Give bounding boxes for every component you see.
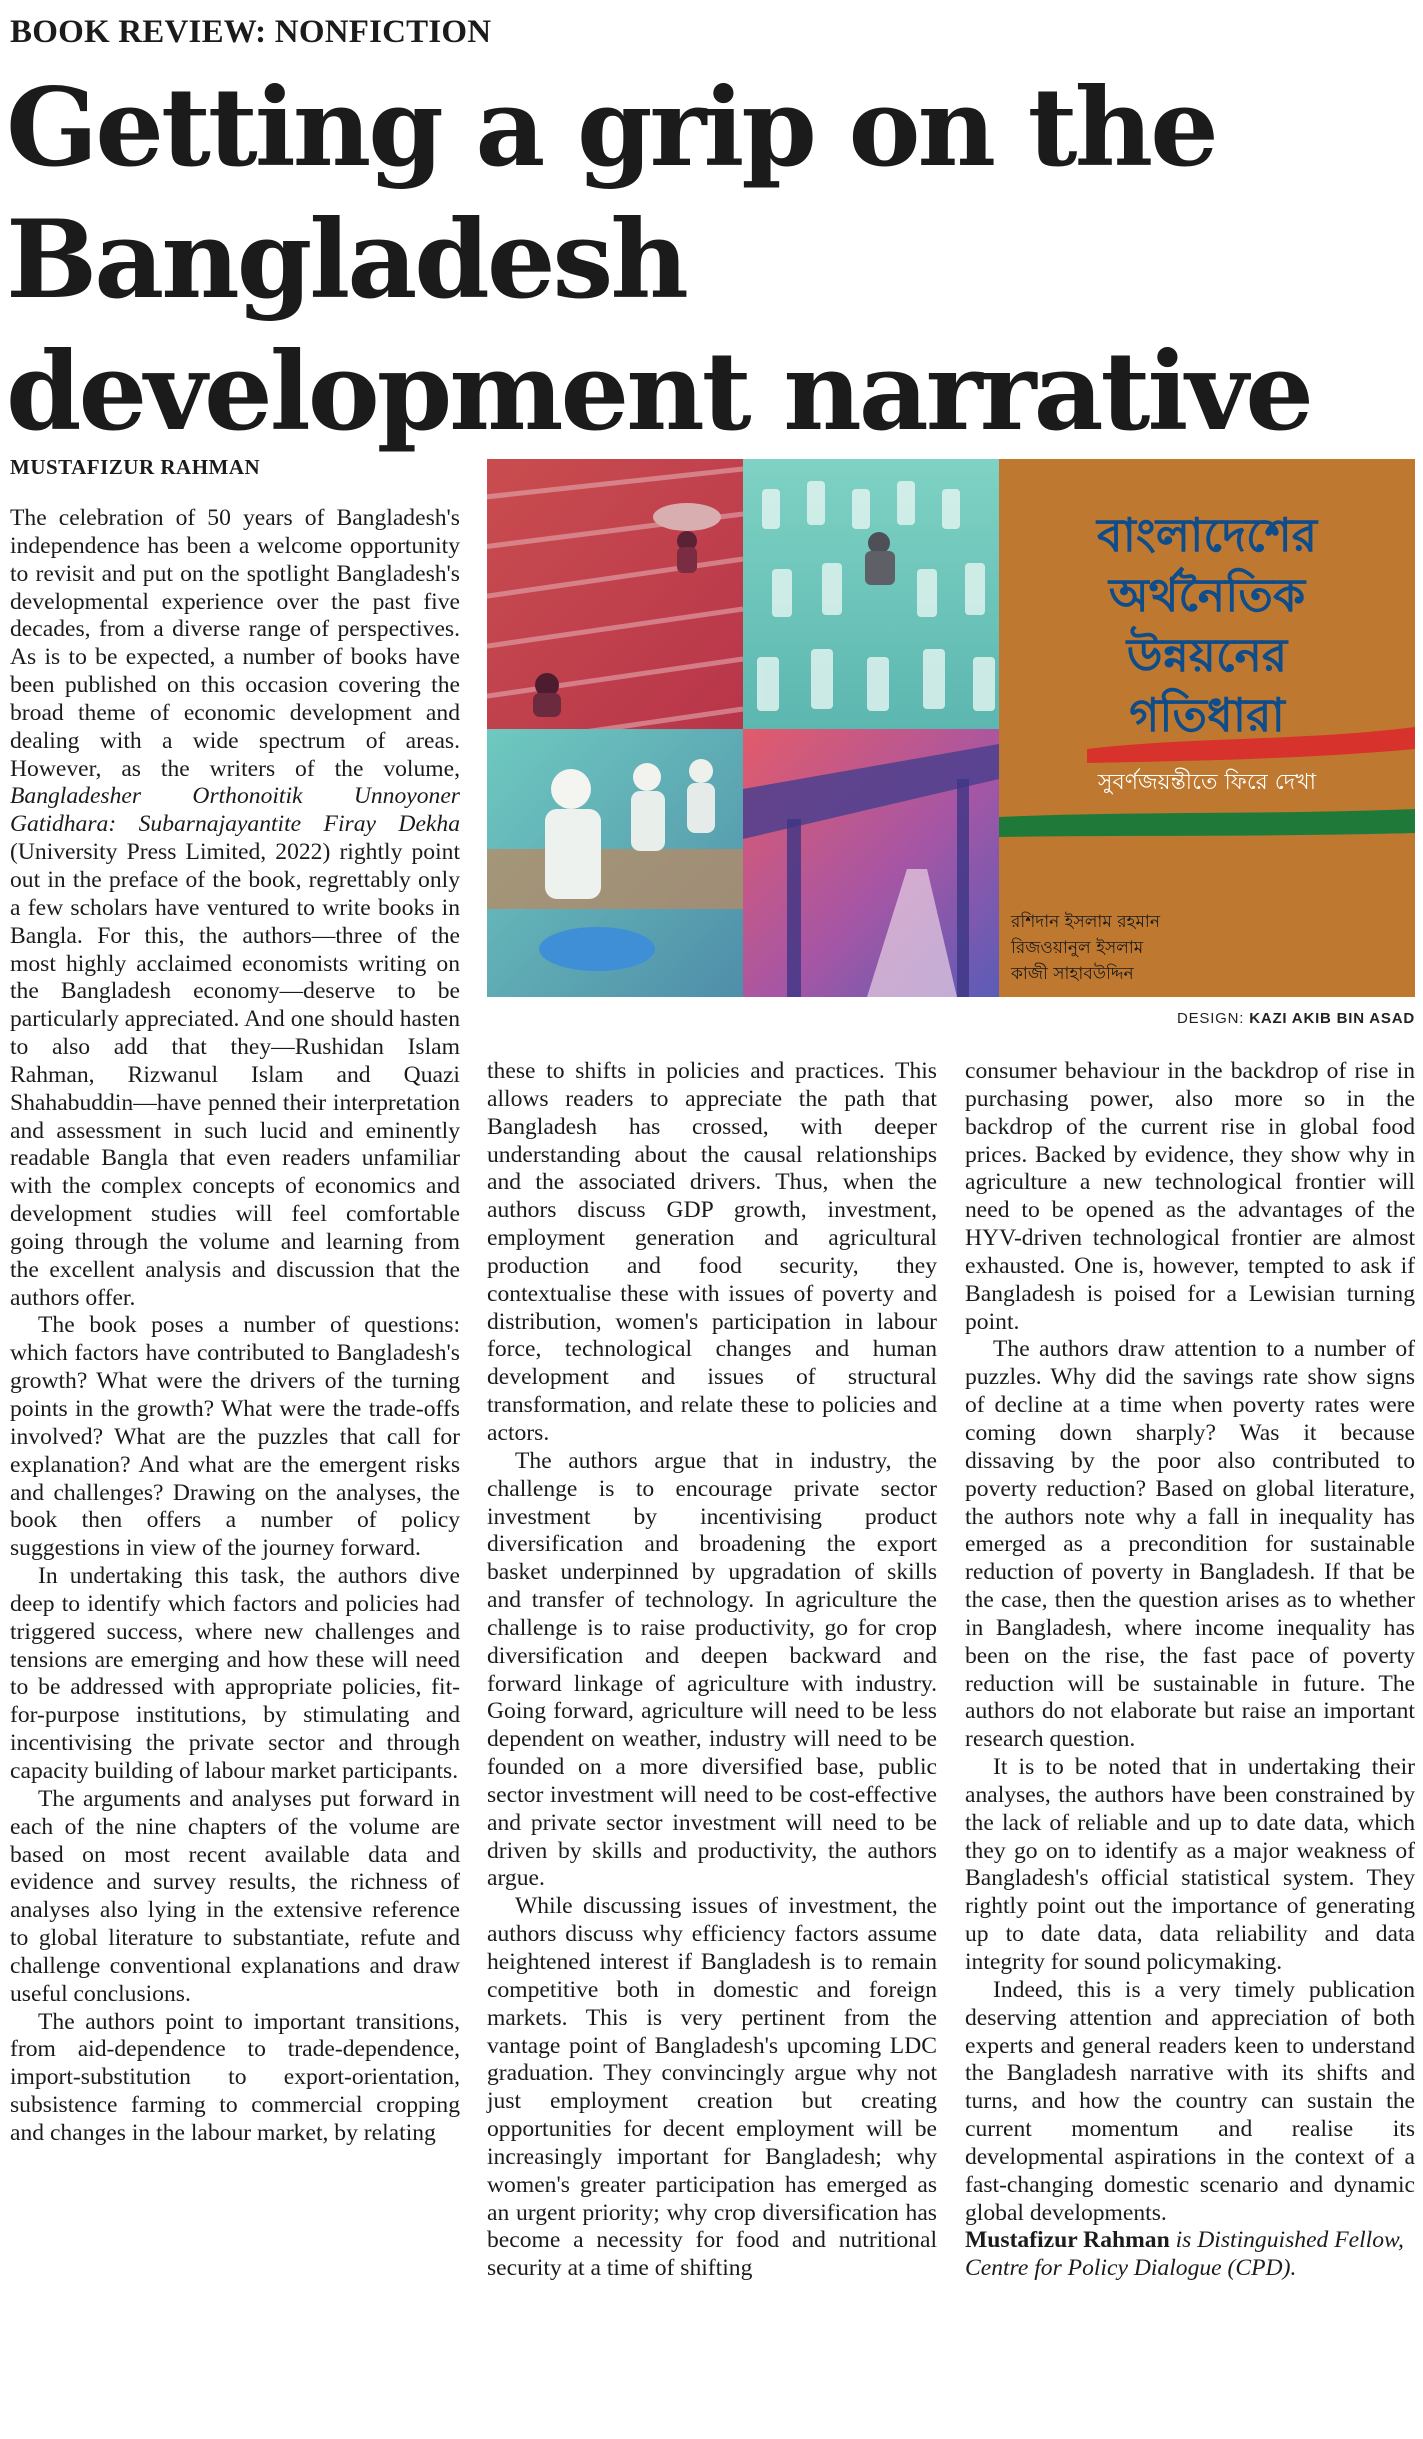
book-title: Bangladesher Orthonoitik Unnoyoner Gatidhara: Subarnajayantite Firay Dekha — [10, 783, 460, 838]
photo-chili-field — [487, 459, 743, 749]
paragraph: While discussing issues of investment, the authors discuss why efficiency factors assume heightened interest if Bangladesh is to remain competitive both in domestic and foreign markets. This is very pertinent from the vantage point of Bangladesh's upcoming LDC graduation. They convincingly argue why not just employment creation but creating opportunities for decent employment will be increasingly important for Bangladesh; why women's greater participation has emerged as an urgent priority; why crop diversification has become a necessity for food and nutritional security at a time of shifting — [487, 1893, 937, 2282]
cover-author-2: রিজওয়ানুল ইসলাম — [1011, 938, 1144, 958]
paragraph: It is to be noted that in undertaking their analyses, the authors have been constrained by the lack of reliable and up to date data, which they go on to identify as a major weakness of Bangladesh's official statistical system. They rightly point out the importance of generating up to date data, data reliability and data integrity for sound policymaking. — [965, 1754, 1415, 1975]
cover-author-1: রশিদান ইসলাম রহমান — [1011, 912, 1160, 932]
cover-author-3: কাজী সাহাবউদ্দিন — [1011, 964, 1134, 984]
article-column-3 — [965, 1058, 1415, 2283]
cover-subtitle: সুবর্ণজয়ন্তীতে ফিরে দেখা — [1097, 770, 1317, 795]
cover-title-line-4: গতিধারা — [1129, 688, 1285, 742]
cover-title-line-1: বাংলাদেশের — [1096, 508, 1318, 562]
paragraph: consumer behaviour in the backdrop of rise in purchasing power, also more so in the backdrop of the current rise in global food prices. Backed by evidence, they show why in agriculture a new technological frontier will need to be opened as the advantages of the HYV-driven technological frontier are almost exhausted. One is, however, tempted to ask if Bangladesh is poised for a Lewisian turning point. — [965, 1058, 1415, 1335]
paragraph: The book poses a number of questions: which factors have contributed to Bangladesh's growth? What were the drivers of the turning points in the growth? What were the trade-offs involved? What are the puzzles that call for explanation? And what are the emergent risks and challenges? Drawing on the analyses, the book then offers a number of policy suggestions in view of the journey forward. — [10, 1312, 460, 1562]
headline: Getting a grip on the Bangladesh development narrative — [6, 65, 1311, 455]
article-column-2 — [487, 1058, 937, 2283]
paragraph: The authors draw attention to a number of puzzles. Why did the savings rate show signs of decline at a time when poverty rates were coming down sharply? Was it because dissaving by the poor also contributed to poverty reduction? Based on global literature, the authors note why a fall in inequality has emerged as a precondition for sustainable reduction of poverty in Bangladesh. If that be the case, then the question arises as to whether in Bangladesh, where income inequality has been on the rise, the fast pace of poverty reduction will be sustainable in future. The authors do not elaborate but raise an important research question. — [965, 1336, 1415, 1753]
photo-flyover-road — [743, 729, 999, 997]
paragraph: The authors point to important transitions, from aid-dependence to trade-dependence, import-substitution to export-orientation, subsistence farming to commercial cropping and changes in the labour market, by relating — [10, 2008, 460, 2146]
book-cover — [999, 459, 1415, 997]
article-column-1 — [10, 505, 460, 2148]
paragraph: Indeed, this is a very timely publication deserving attention and appreciation of both experts and general readers keen to understand the Bangladesh narrative with its shifts and turns, and how the country can sustain the current momentum and realise its developmental aspirations in the context of a fast-changing domestic scenario and dynamic global developments. — [965, 1976, 1415, 2226]
cover-title-line-3: উন্নয়নের — [1126, 628, 1288, 682]
author-bio: Mustafizur Rahman is Distinguished Fellow, Centre for Policy Dialogue (CPD). — [965, 2227, 1404, 2282]
paragraph: The celebration of 50 years of Bangladesh's independence has been a welcome opportunity to revisit and put on the spotlight Bangladesh's developmental experience over the past five decades, from a diverse range of perspectives. As is to be expected, a number of books have been published on this occasion covering the broad theme of economic development and dealing with a wide spectrum of areas. However, as the writers of the volume, Bangladesher Orthonoitik Unnoyoner Gatidhara: Subarnajayantite Firay Dekha (University Press Limited, 2022) rightly point out in the preface of the book, regrettably only a few scholars have ventured to write books in Bangla. For this, the authors—three of the most highly acclaimed economists writing on the Bangladesh economy—deserve to be particularly appreciated. And one should hasten to also add that they—Rushidan Islam Rahman, Rizwanul Islam and Quazi Shahabuddin—have penned their interpretation and assessment in such lucid and eminently readable Bangla that even readers unfamiliar with the complex concepts of economics and development studies will feel comfortable going through the volume and learning from the excellent analysis and discussion that the authors offer. — [10, 505, 460, 1311]
photo-garment-factory — [487, 729, 743, 997]
paragraph: The authors argue that in industry, the challenge is to encourage private sector investment by incentivising product diversification and broadening the export basket underpinned by upgradation of skills and transfer of technology. In agriculture the challenge is to raise productivity, go for crop diversification and deepen backward and forward linkage of agriculture with industry. Going forward, agriculture will need to be less dependent on weather, industry will need to be founded on a more diversified base, public sector investment will need to be cost-effective and private sector investment will need to be driven by skills and productivity, the authors argue. — [487, 1447, 937, 1892]
paragraph: In undertaking this task, the authors dive deep to identify which factors and policies had triggered success, where new challenges and tensions are emerging and how these will need to be addressed with appropriate policies, fit-for-purpose institutions, by stimulating and incentivising the private sector and through capacity building of labour market participants. — [10, 1563, 460, 1784]
paragraph: The arguments and analyses put forward in each of the nine chapters of the volume are based on most recent available data and evidence and survey results, the richness of analyses also lying in the extensive reference to global literature to substantiate, refute and challenge conventional explanations and draw useful conclusions. — [10, 1785, 460, 2007]
byline: MUSTAFIZUR RAHMAN — [10, 455, 261, 479]
design-credit: DESIGN: KAZI AKIB BIN ASAD — [1176, 1010, 1415, 1027]
cover-title-line-2: অর্থনৈতিক — [1108, 568, 1306, 622]
section-kicker: BOOK REVIEW: NONFICTION — [10, 14, 492, 50]
photo-pylons — [743, 459, 999, 729]
illustration-collage — [487, 459, 1415, 997]
paragraph: these to shifts in policies and practices. This allows readers to appreciate the path that Bangladesh has crossed, with deeper understanding about the causal relationships and the associated drivers. Thus, when the authors discuss GDP growth, investment, employment generation and agricultural production and food security, they contextualise these with issues of poverty and distribution, women's participation in labour force, technological changes and human development and issues of structural transformation, and relate these to policies and actors. — [487, 1058, 937, 1446]
